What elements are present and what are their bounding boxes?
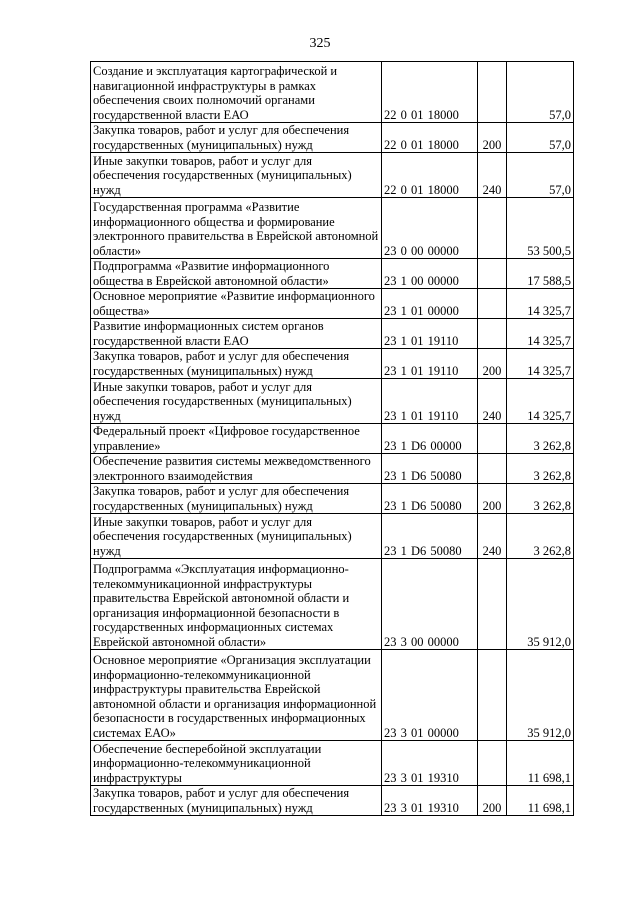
row-amount: 11 698,1	[507, 741, 574, 786]
table-row	[91, 424, 574, 454]
row-code: 23 1 01 19110	[382, 319, 478, 349]
table-row	[91, 319, 574, 349]
row-code: 23 1 D6 50080	[382, 454, 478, 484]
table-row	[91, 514, 574, 559]
table-row	[91, 786, 574, 816]
row-expense-type	[478, 454, 507, 484]
row-code: 23 3 00 00000	[382, 559, 478, 650]
row-code: 23 1 D6 50080	[382, 514, 478, 559]
row-code: 23 1 01 19110	[382, 349, 478, 379]
table-row	[91, 650, 574, 741]
row-name: Федеральный проект «Цифровое государственное управление»	[91, 424, 382, 454]
row-amount: 14 325,7	[507, 319, 574, 349]
row-amount: 35 912,0	[507, 559, 574, 650]
page-number: 325	[309, 36, 331, 51]
row-amount: 17 588,5	[507, 259, 574, 289]
row-name: Иные закупки товаров, работ и услуг для обеспечения государственных (муниципальных) нужд	[91, 379, 382, 424]
row-amount: 57,0	[507, 62, 574, 123]
row-expense-type: 200	[478, 349, 507, 379]
row-code: 23 0 00 00000	[382, 198, 478, 259]
row-expense-type	[478, 289, 507, 319]
row-expense-type	[478, 559, 507, 650]
budget-table	[90, 61, 574, 816]
table-row	[91, 559, 574, 650]
row-expense-type	[478, 741, 507, 786]
table-row	[91, 198, 574, 259]
row-name: Подпрограмма «Эксплуатация информационно-телекоммуникационной инфраструктуры правительства Еврейской автономной области и организация информационной безопасности в государственных информационных системах Еврейской автономной области»	[91, 559, 382, 650]
row-name: Развитие информационных систем органов государственной власти ЕАО	[91, 319, 382, 349]
row-amount: 53 500,5	[507, 198, 574, 259]
row-name: Создание и эксплуатация картографической и навигационной инфраструктуры в рамках обеспечения своих полномочий органами государственной власти ЕАО	[91, 62, 382, 123]
row-amount: 11 698,1	[507, 786, 574, 816]
row-code: 22 0 01 18000	[382, 123, 478, 153]
row-amount: 3 262,8	[507, 454, 574, 484]
row-expense-type	[478, 62, 507, 123]
row-code: 22 0 01 18000	[382, 62, 478, 123]
row-amount: 57,0	[507, 123, 574, 153]
row-name: Закупка товаров, работ и услуг для обеспечения государственных (муниципальных) нужд	[91, 349, 382, 379]
table-row	[91, 259, 574, 289]
row-name: Закупка товаров, работ и услуг для обеспечения государственных (муниципальных) нужд	[91, 484, 382, 514]
row-name: Закупка товаров, работ и услуг для обеспечения государственных (муниципальных) нужд	[91, 123, 382, 153]
table-row	[91, 379, 574, 424]
table-row	[91, 349, 574, 379]
row-expense-type: 200	[478, 123, 507, 153]
row-name: Иные закупки товаров, работ и услуг для обеспечения государственных (муниципальных) нужд	[91, 514, 382, 559]
row-expense-type	[478, 650, 507, 741]
row-code: 23 1 01 00000	[382, 289, 478, 319]
row-amount: 3 262,8	[507, 424, 574, 454]
row-code: 23 1 D6 50080	[382, 484, 478, 514]
row-code: 23 1 D6 00000	[382, 424, 478, 454]
table-row	[91, 484, 574, 514]
row-name: Обеспечение бесперебойной эксплуатации информационно-телекоммуникационной инфраструктуры	[91, 741, 382, 786]
row-expense-type: 240	[478, 379, 507, 424]
table-row	[91, 123, 574, 153]
row-expense-type: 200	[478, 484, 507, 514]
row-expense-type	[478, 198, 507, 259]
row-name: Закупка товаров, работ и услуг для обеспечения государственных (муниципальных) нужд	[91, 786, 382, 816]
row-amount: 35 912,0	[507, 650, 574, 741]
row-code: 23 3 01 19310	[382, 786, 478, 816]
row-amount: 3 262,8	[507, 514, 574, 559]
row-name: Основное мероприятие «Организация эксплуатации информационно-телекоммуникационной инфраструктуры правительства Еврейской автономной области и организация информационной безопасности в государственных информационных системах ЕАО»	[91, 650, 382, 741]
row-amount: 14 325,7	[507, 349, 574, 379]
row-expense-type	[478, 424, 507, 454]
row-name: Иные закупки товаров, работ и услуг для обеспечения государственных (муниципальных) нужд	[91, 153, 382, 198]
row-amount: 57,0	[507, 153, 574, 198]
row-expense-type: 200	[478, 786, 507, 816]
table-row	[91, 741, 574, 786]
table-row	[91, 62, 574, 123]
row-amount: 14 325,7	[507, 379, 574, 424]
row-expense-type: 240	[478, 153, 507, 198]
row-name: Подпрограмма «Развитие информационного общества в Еврейской автономной области»	[91, 259, 382, 289]
row-amount: 3 262,8	[507, 484, 574, 514]
row-name: Обеспечение развития системы межведомственного электронного взаимодействия	[91, 454, 382, 484]
row-expense-type: 240	[478, 514, 507, 559]
row-code: 23 3 01 00000	[382, 650, 478, 741]
row-code: 23 1 01 19110	[382, 379, 478, 424]
row-code: 23 1 00 00000	[382, 259, 478, 289]
row-code: 22 0 01 18000	[382, 153, 478, 198]
table-row	[91, 454, 574, 484]
table-row	[91, 289, 574, 319]
row-name: Основное мероприятие «Развитие информационного общества»	[91, 289, 382, 319]
row-expense-type	[478, 319, 507, 349]
row-amount: 14 325,7	[507, 289, 574, 319]
row-name: Государственная программа «Развитие информационного общества и формирование электронного правительства в Еврейской автономной области»	[91, 198, 382, 259]
row-expense-type	[478, 259, 507, 289]
table-row	[91, 153, 574, 198]
row-code: 23 3 01 19310	[382, 741, 478, 786]
